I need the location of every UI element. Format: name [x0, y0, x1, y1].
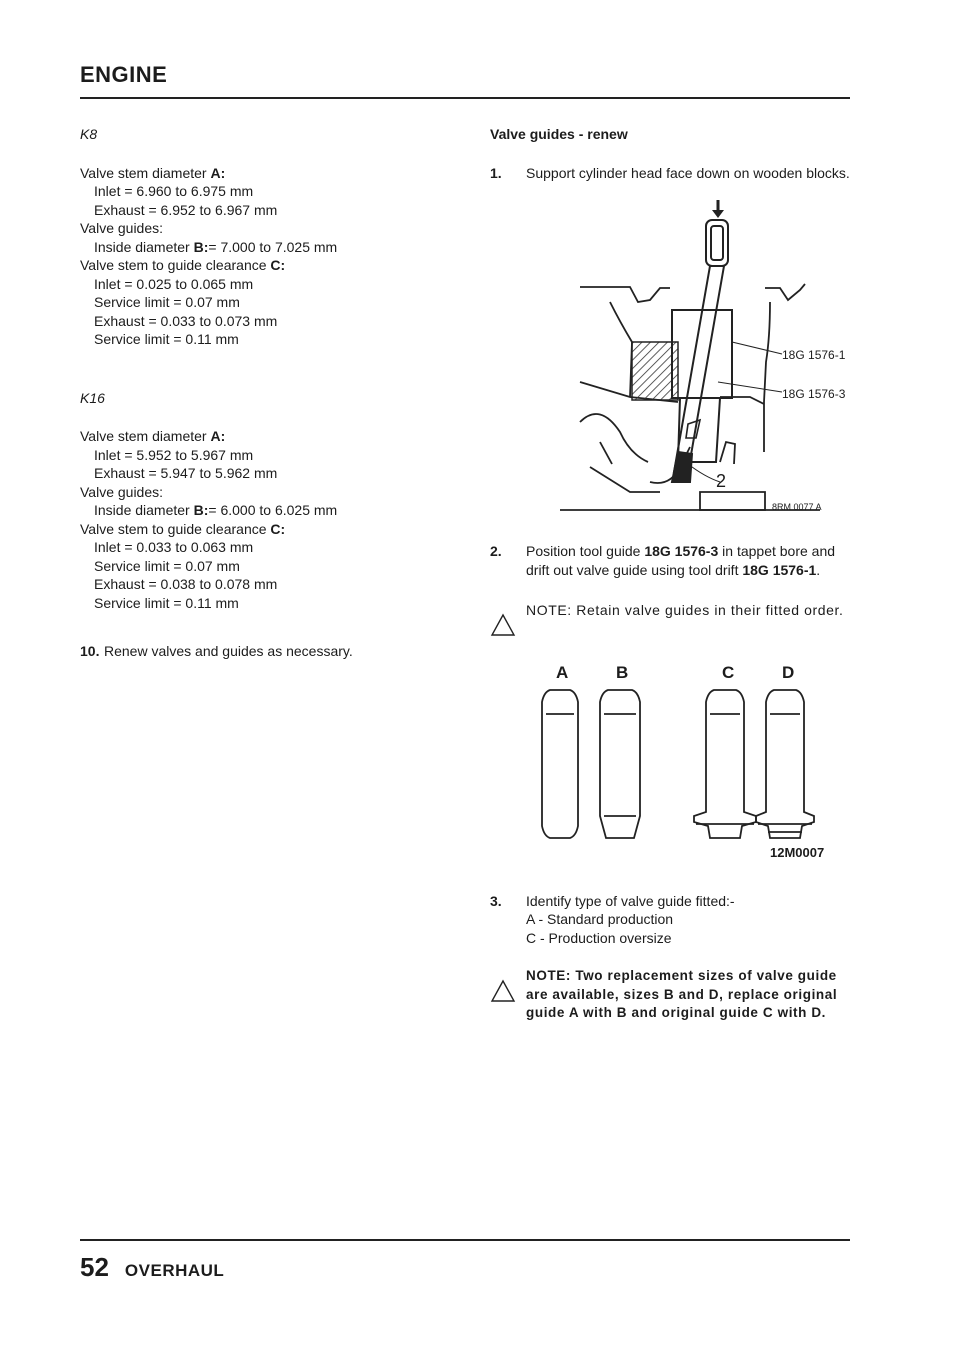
warning-triangle-icon [490, 967, 526, 1023]
k16-inside-diameter: Inside diameter B:= 6.000 to 6.025 mm [94, 502, 338, 518]
step-text: Position tool guide 18G 1576-3 in tappet bore and drift out valve guide using tool drift 18G 1576-1. [526, 543, 836, 578]
k8-inlet-clearance: Inlet = 0.025 to 0.065 mm [94, 275, 254, 292]
leader-line [732, 342, 782, 354]
footer-rule [80, 1239, 850, 1241]
label-tool-guide: 18G 1576-3 [782, 387, 846, 401]
valve-guide-c [694, 690, 756, 838]
step-text: Support cylinder head face down on wooden blocks. [526, 164, 850, 181]
note-text: NOTE: Retain valve guides in their fitted order. [526, 602, 844, 618]
k16-stem-diameter: Valve stem diameter A: [80, 428, 226, 444]
page-footer [80, 1252, 224, 1283]
valve-guide-b [600, 690, 640, 838]
k16-label: K16 [80, 389, 105, 406]
drift-handle [706, 220, 728, 266]
figure-code: 12M0007 [770, 844, 825, 860]
note-replacement-sizes [490, 967, 860, 1023]
figure-code: 8RM 0077 A [772, 502, 822, 512]
k16-exhaust-stem: Exhaust = 5.947 to 5.962 mm [94, 465, 278, 481]
guide-letter-b: B [616, 662, 629, 682]
label-part-number: 2 [716, 471, 727, 491]
valve-guide-d [756, 690, 814, 838]
page-number: 52 [80, 1252, 109, 1282]
k8-label: K8 [80, 126, 98, 142]
label-tool-drift: 18G 1576-1 [782, 348, 846, 362]
k8-spec-block [80, 125, 460, 349]
leader-line [718, 382, 782, 392]
k8-exhaust-stem: Exhaust = 6.952 to 6.967 mm [94, 201, 278, 218]
k16-spec-block [80, 389, 460, 613]
section-name: OVERHAUL [124, 1261, 225, 1280]
arrow-down-icon [712, 200, 724, 218]
k8-inside-diameter: Inside diameter B:= 7.000 to 7.025 mm [94, 238, 338, 255]
step-10 [80, 642, 460, 661]
left-column [80, 125, 460, 661]
step-2 [490, 542, 860, 579]
k8-guides-label: Valve guides: [80, 220, 164, 236]
step-3 [490, 892, 860, 948]
guide-letter-d: D [782, 662, 795, 682]
valve-guide-a [542, 690, 578, 838]
k16-guides-label: Valve guides: [80, 483, 164, 500]
k16-exhaust-clearance: Exhaust = 0.038 to 0.078 mm [94, 576, 278, 592]
guide-letter-c: C [722, 662, 735, 682]
figure-valve-guide-removal [520, 192, 860, 532]
k16-inlet-limit: Service limit = 0.07 mm [94, 557, 240, 574]
step-text: Identify type of valve guide fitted:- A - Standard production C - Production oversize [526, 892, 735, 946]
step-number: 3. [490, 892, 502, 909]
k8-inlet-limit: Service limit = 0.07 mm [94, 294, 240, 310]
tool-guide [672, 310, 732, 462]
right-column [490, 125, 860, 1023]
k16-exhaust-limit: Service limit = 0.11 mm [94, 594, 239, 611]
note-text: NOTE: Two replacement sizes of valve guide are available, sizes B and D, replace original guide A with B and original guide C with D. [526, 968, 838, 1020]
header-rule [80, 97, 850, 99]
step-number: 1. [490, 164, 502, 181]
step-number: 2. [490, 543, 502, 559]
step-1 [490, 164, 860, 183]
note-retain-order [490, 601, 860, 646]
page-header: ENGINE [80, 62, 168, 87]
k16-clearance: Valve stem to guide clearance C: [80, 520, 286, 537]
k8-exhaust-clearance: Exhaust = 0.033 to 0.073 mm [94, 312, 278, 329]
figure-guide-types [520, 664, 850, 864]
k16-inlet-stem: Inlet = 5.952 to 5.967 mm [94, 446, 254, 463]
k8-exhaust-limit: Service limit = 0.11 mm [94, 331, 239, 347]
k16-inlet-clearance: Inlet = 0.033 to 0.063 mm [94, 539, 254, 555]
warning-triangle-icon [490, 601, 526, 646]
k8-stem-diameter: Valve stem diameter A: [80, 164, 226, 181]
guide-letter-a: A [556, 662, 569, 682]
section-title: Valve guides - renew [490, 126, 628, 142]
k8-inlet-stem: Inlet = 6.960 to 6.975 mm [94, 183, 254, 199]
k8-clearance: Valve stem to guide clearance C: [80, 257, 286, 273]
step-number: 10. [80, 643, 100, 659]
valve-guide-part [686, 420, 700, 438]
guide-drawings [520, 688, 850, 858]
step-text: Renew valves and guides as necessary. [104, 643, 353, 659]
